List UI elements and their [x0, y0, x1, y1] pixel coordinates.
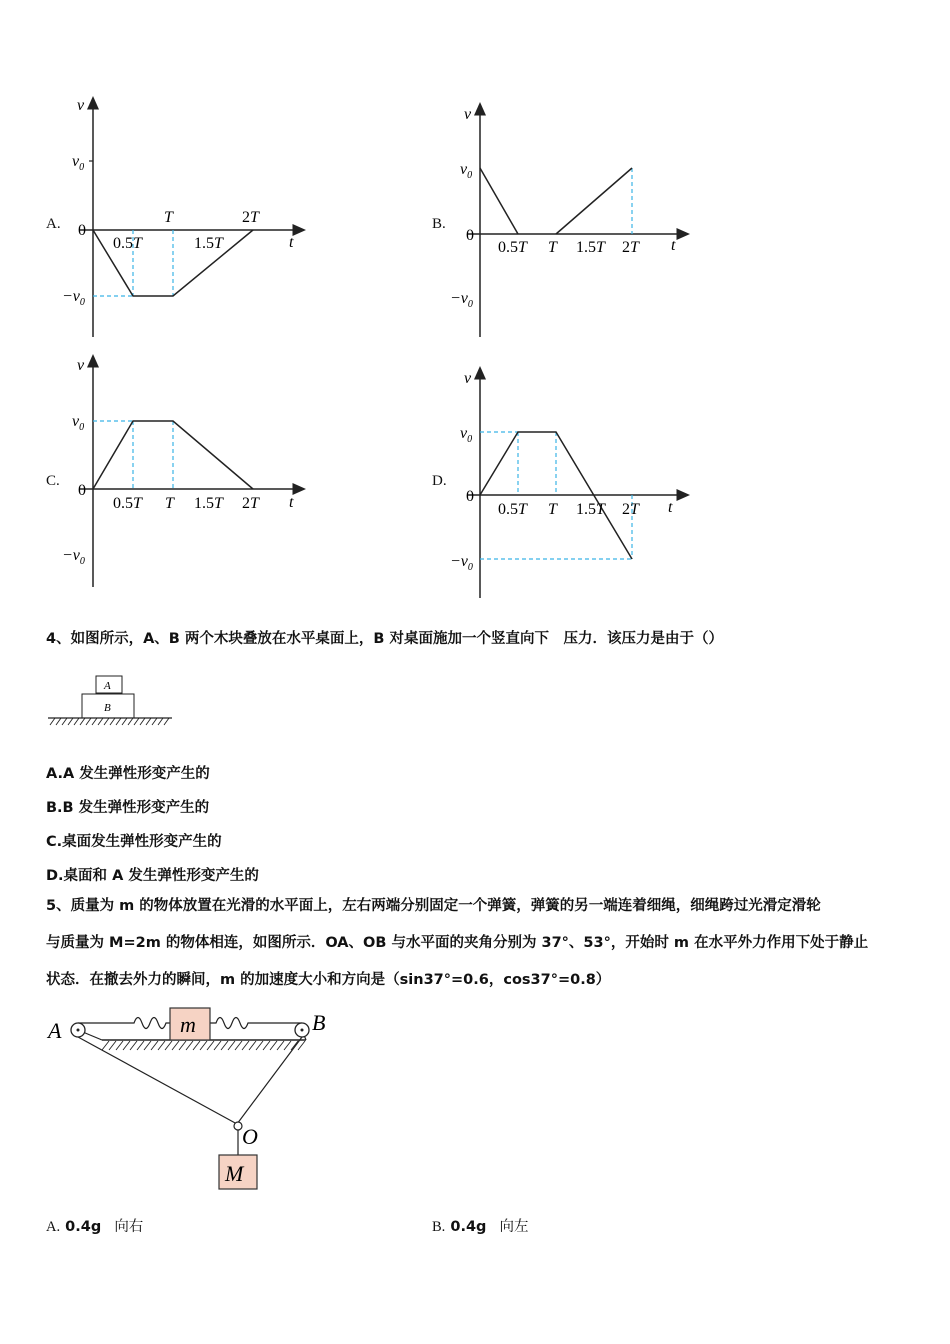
zero-label: 0 [78, 222, 86, 239]
svg-text:v0: $v_0$ [460, 161, 473, 181]
q4-option-c[interactable]: C.桌面发生弹性形变产生的 [46, 834, 222, 850]
tick-15T: 1.5T [194, 235, 223, 252]
tick-T: T [164, 209, 173, 226]
q4-option-b[interactable]: B.B 发生弹性形变产生的 [46, 800, 210, 816]
svg-text:0: 0 [466, 227, 474, 244]
t-label: t [289, 234, 294, 251]
rope-oa [78, 1037, 237, 1124]
q5-text-line3: 状态．在撤去外力的瞬间，m 的加速度大小和方向是（sin37°=0.6，cos37°=0.8） [46, 972, 611, 988]
svg-text:2T: 2T [242, 495, 259, 512]
q5-option-a[interactable]: A. 0.4g 向右 [46, 1219, 144, 1235]
svg-text:0.5T: 0.5T [113, 495, 142, 512]
graph-a [60, 92, 310, 342]
tick-05T: 0.5T [113, 235, 142, 252]
svg-text:t: t [289, 494, 294, 511]
svg-text:O: O [242, 1124, 258, 1149]
svg-text:v0: $v_0$ [72, 153, 85, 173]
svg-text:1.5T: 1.5T [194, 495, 223, 512]
svg-text:2T: 2T [622, 239, 639, 256]
tick-2T: 2T [242, 209, 259, 226]
q4-text: 4、如图所示，A、B 两个木块叠放在水平桌面上，B 对桌面施加一个竖直向下 压力．该压力是由于（） [46, 631, 724, 647]
svg-text:−v0: $-v_0$ [450, 553, 473, 573]
surface-hatch [102, 1041, 305, 1050]
svg-text:−v0: $-v_0$ [450, 290, 473, 310]
graph-d-label: D. [432, 473, 447, 489]
svg-text:v: v [464, 106, 472, 123]
rope-ob [237, 1037, 302, 1124]
q5-text-line1: 5、质量为 m 的物体放置在光滑的水平面上，左右两端分别固定一个弹簧，弹簧的另一端连着细绳，细绳跨过光滑定滑轮 [46, 898, 821, 914]
graph-c [60, 352, 310, 592]
svg-text:A: A [104, 680, 111, 692]
q5-option-b[interactable]: B. 0.4g 向左 [432, 1219, 529, 1235]
graph-a-label: A. [46, 216, 61, 232]
svg-text:t: t [668, 499, 673, 516]
v-label: v [77, 97, 85, 114]
svg-text:B: B [104, 702, 111, 714]
svg-text:2T: 2T [622, 501, 639, 518]
spring-right [210, 1018, 260, 1029]
svg-text:0.5T: 0.5T [498, 239, 527, 256]
spring-left [124, 1018, 170, 1029]
svg-text:0.5T: 0.5T [498, 501, 527, 518]
svg-text:−v0: $-v_0$ [62, 288, 85, 308]
graph-d [446, 366, 696, 602]
svg-text:0: 0 [466, 488, 474, 505]
q4-figure [46, 672, 178, 728]
q4-option-d[interactable]: D.桌面和 A 发生弹性形变产生的 [46, 868, 259, 884]
svg-text:T: T [165, 495, 174, 512]
svg-text:B: B [312, 1010, 326, 1035]
svg-text:T: T [548, 501, 557, 518]
svg-text:1.5T: 1.5T [576, 501, 605, 518]
q4-option-a[interactable]: A.A 发生弹性形变产生的 [46, 766, 210, 782]
svg-text:v0: $v_0$ [460, 425, 473, 445]
svg-text:M: M [225, 1161, 244, 1186]
svg-text:−v0: $-v_0$ [62, 547, 85, 567]
svg-text:A: A [48, 1018, 62, 1043]
q5-text-line2: 与质量为 M=2m 的物体相连，如图所示．OA、OB 与水平面的夹角分别为 37°、53°，开始时 m 在水平外力作用下处于静止 [46, 935, 869, 951]
svg-text:m: m [180, 1012, 196, 1037]
svg-text:t: t [671, 237, 676, 254]
graph-b [446, 100, 696, 345]
q5-figure [44, 1004, 344, 1198]
svg-text:0: 0 [78, 482, 86, 499]
svg-text:T: T [548, 239, 557, 256]
svg-text:v: v [464, 370, 472, 387]
svg-text:1.5T: 1.5T [576, 239, 605, 256]
graph-c-label: C. [46, 473, 60, 489]
svg-text:v: v [77, 357, 85, 374]
knot-o [234, 1122, 242, 1130]
graph-b-label: B. [432, 216, 446, 232]
table-hatch [50, 718, 169, 725]
svg-text:v0: $v_0$ [72, 413, 85, 433]
